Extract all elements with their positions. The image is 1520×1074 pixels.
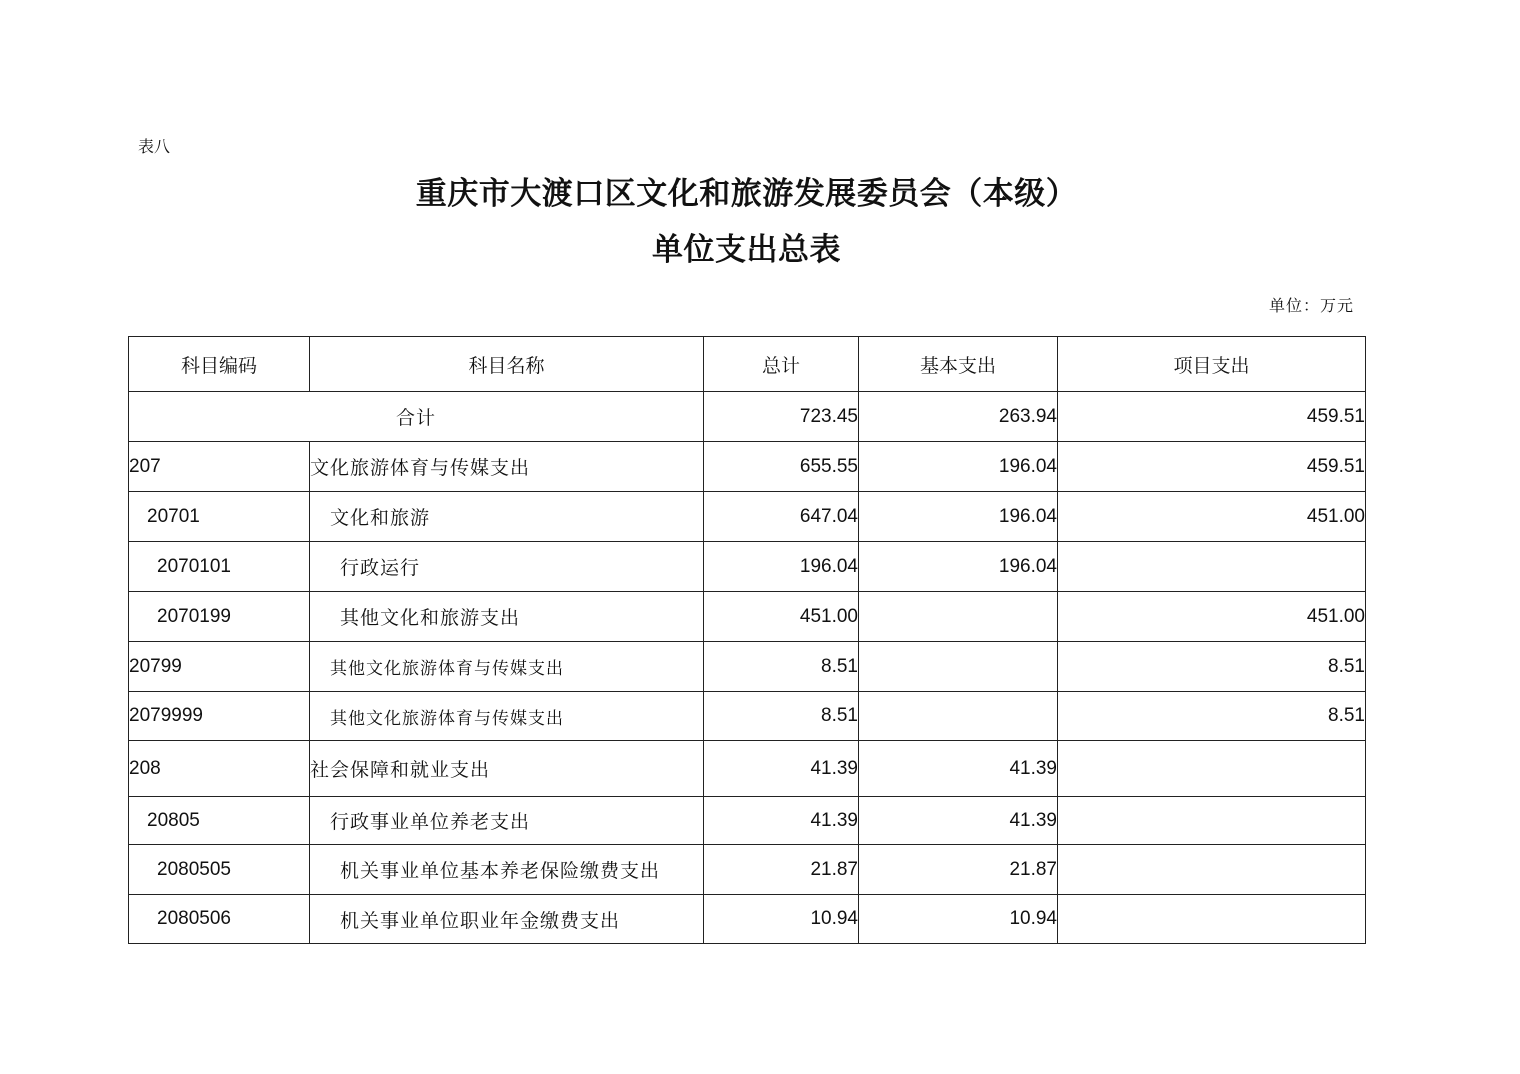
row-name: 机关事业单位基本养老保险缴费支出 <box>310 845 704 895</box>
row-basic <box>859 642 1058 692</box>
table-row <box>129 741 1366 797</box>
row-name: 行政事业单位养老支出 <box>310 797 704 845</box>
table-row <box>129 492 1366 542</box>
page-subtitle: 单位支出总表 <box>652 232 841 268</box>
row-basic <box>859 592 1058 642</box>
header-total: 总计 <box>704 337 859 392</box>
row-name: 文化和旅游 <box>310 492 704 542</box>
row-basic: 21.87 <box>859 845 1058 895</box>
row-basic: 41.39 <box>859 741 1058 797</box>
table-label: 表八 <box>138 137 171 156</box>
row-code: 207 <box>129 442 310 492</box>
table-row <box>129 642 1366 692</box>
row-total: 41.39 <box>704 741 859 797</box>
row-total: 647.04 <box>704 492 859 542</box>
row-total: 10.94 <box>704 895 859 944</box>
row-basic: 196.04 <box>859 442 1058 492</box>
table-row <box>129 692 1366 741</box>
header-project: 项目支出 <box>1058 337 1366 392</box>
row-code: 20799 <box>129 642 310 692</box>
row-total: 196.04 <box>704 542 859 592</box>
summary-project: 459.51 <box>1058 392 1366 442</box>
unit-label: 单位：万元 <box>1268 296 1354 315</box>
row-name: 其他文化旅游体育与传媒支出 <box>310 642 704 692</box>
row-code: 20701 <box>129 492 310 542</box>
row-project <box>1058 741 1366 797</box>
row-name: 行政运行 <box>310 542 704 592</box>
row-project <box>1058 845 1366 895</box>
row-basic: 196.04 <box>859 492 1058 542</box>
row-name: 其他文化旅游体育与传媒支出 <box>310 692 704 741</box>
table-row <box>129 845 1366 895</box>
row-total: 655.55 <box>704 442 859 492</box>
row-name: 社会保障和就业支出 <box>310 741 704 797</box>
row-project: 459.51 <box>1058 442 1366 492</box>
header-basic: 基本支出 <box>859 337 1058 392</box>
page-title: 重庆市大渡口区文化和旅游发展委员会（本级） <box>415 176 1078 212</box>
row-name: 文化旅游体育与传媒支出 <box>310 442 704 492</box>
row-total: 451.00 <box>704 592 859 642</box>
row-code: 208 <box>129 741 310 797</box>
summary-label: 合计 <box>129 392 704 442</box>
row-name: 机关事业单位职业年金缴费支出 <box>310 895 704 944</box>
row-basic: 196.04 <box>859 542 1058 592</box>
row-project: 451.00 <box>1058 492 1366 542</box>
summary-basic: 263.94 <box>859 392 1058 442</box>
row-basic: 10.94 <box>859 895 1058 944</box>
table-row <box>129 542 1366 592</box>
row-project: 8.51 <box>1058 642 1366 692</box>
row-code: 2079999 <box>129 692 310 741</box>
header-code: 科目编码 <box>129 337 310 392</box>
expenditure-table <box>128 336 1366 944</box>
row-total: 8.51 <box>704 642 859 692</box>
row-project <box>1058 895 1366 944</box>
row-total: 8.51 <box>704 692 859 741</box>
row-code: 20805 <box>129 797 310 845</box>
table-row <box>129 797 1366 845</box>
table-row <box>129 442 1366 492</box>
table-row <box>129 895 1366 944</box>
row-code: 2080505 <box>129 845 310 895</box>
summary-total: 723.45 <box>704 392 859 442</box>
row-code: 2070199 <box>129 592 310 642</box>
row-basic: 41.39 <box>859 797 1058 845</box>
row-project: 451.00 <box>1058 592 1366 642</box>
row-code: 2070101 <box>129 542 310 592</box>
table-row <box>129 592 1366 642</box>
row-project <box>1058 542 1366 592</box>
row-project <box>1058 797 1366 845</box>
row-code: 2080506 <box>129 895 310 944</box>
header-name: 科目名称 <box>310 337 704 392</box>
row-total: 41.39 <box>704 797 859 845</box>
summary-row <box>129 392 1366 442</box>
row-basic <box>859 692 1058 741</box>
row-name: 其他文化和旅游支出 <box>310 592 704 642</box>
table-header-row <box>129 337 1366 392</box>
row-project: 8.51 <box>1058 692 1366 741</box>
row-total: 21.87 <box>704 845 859 895</box>
